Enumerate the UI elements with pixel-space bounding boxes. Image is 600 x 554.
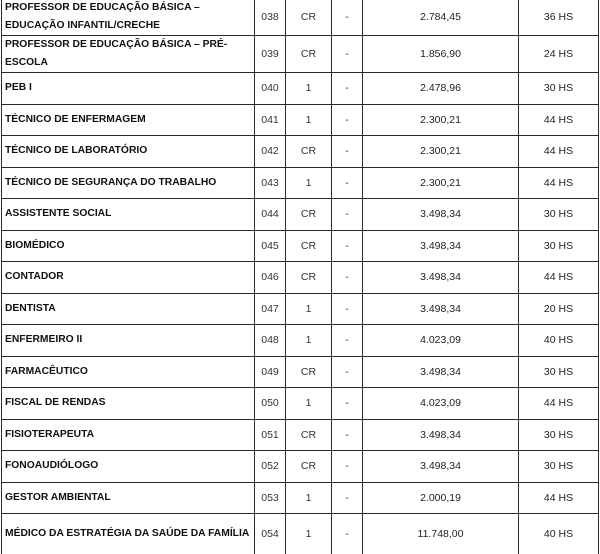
salary-cell: 3.498,34 (363, 230, 519, 262)
workload-cell: 40 HS (519, 325, 599, 357)
workload-cell: 44 HS (519, 388, 599, 420)
job-title-cell: GESTOR AMBIENTAL (2, 482, 255, 514)
pcd-vacancies-cell: - (332, 262, 363, 294)
code-cell: 049 (255, 356, 286, 388)
workload-cell: 44 HS (519, 167, 599, 199)
table-row (2, 419, 599, 451)
table-row (2, 199, 599, 231)
pcd-vacancies-cell: - (332, 325, 363, 357)
vacancies-cell: CR (286, 0, 332, 36)
code-cell: 040 (255, 73, 286, 105)
vacancies-cell: CR (286, 199, 332, 231)
workload-cell: 44 HS (519, 136, 599, 168)
workload-cell: 30 HS (519, 199, 599, 231)
code-cell: 051 (255, 419, 286, 451)
code-cell: 041 (255, 104, 286, 136)
job-title-cell: TÉCNICO DE ENFERMAGEM (2, 104, 255, 136)
salary-cell: 2.000,19 (363, 482, 519, 514)
vacancies-cell: CR (286, 356, 332, 388)
pcd-vacancies-cell: - (332, 514, 363, 554)
salary-cell: 3.498,34 (363, 262, 519, 294)
vacancies-cell: CR (286, 136, 332, 168)
pcd-vacancies-cell: - (332, 419, 363, 451)
table-row (2, 482, 599, 514)
workload-cell: 30 HS (519, 451, 599, 483)
table-row (2, 262, 599, 294)
table-row (2, 230, 599, 262)
vacancies-cell: 1 (286, 514, 332, 554)
positions-table-body (2, 0, 599, 554)
code-cell: 048 (255, 325, 286, 357)
pcd-vacancies-cell: - (332, 136, 363, 168)
vacancies-cell: CR (286, 262, 332, 294)
salary-cell: 3.498,34 (363, 419, 519, 451)
salary-cell: 2.784,45 (363, 0, 519, 36)
vacancies-cell: 1 (286, 73, 332, 105)
code-cell: 053 (255, 482, 286, 514)
vacancies-cell: 1 (286, 388, 332, 420)
pcd-vacancies-cell: - (332, 230, 363, 262)
code-cell: 039 (255, 36, 286, 73)
salary-cell: 2.478,96 (363, 73, 519, 105)
workload-cell: 40 HS (519, 514, 599, 554)
pcd-vacancies-cell: - (332, 482, 363, 514)
salary-cell: 2.300,21 (363, 167, 519, 199)
job-title-cell: ENFERMEIRO II (2, 325, 255, 357)
job-title-cell: FISIOTERAPEUTA (2, 419, 255, 451)
salary-cell: 11.748,00 (363, 514, 519, 554)
table-row (2, 451, 599, 483)
table-row (2, 514, 599, 554)
table-row (2, 36, 599, 73)
salary-cell: 3.498,34 (363, 199, 519, 231)
job-title-cell: MÉDICO DA ESTRATÉGIA DA SAÚDE DA FAMÍLIA (2, 514, 255, 554)
job-title-cell: PROFESSOR DE EDUCAÇÃO BÁSICA – PRÉ-ESCOLA (2, 36, 255, 73)
job-title-cell: CONTADOR (2, 262, 255, 294)
salary-cell: 4.023,09 (363, 388, 519, 420)
code-cell: 045 (255, 230, 286, 262)
salary-cell: 3.498,34 (363, 293, 519, 325)
code-cell: 050 (255, 388, 286, 420)
salary-cell: 3.498,34 (363, 356, 519, 388)
job-title-cell: TÉCNICO DE SEGURANÇA DO TRABALHO (2, 167, 255, 199)
workload-cell: 44 HS (519, 482, 599, 514)
pcd-vacancies-cell: - (332, 36, 363, 73)
vacancies-cell: 1 (286, 167, 332, 199)
code-cell: 046 (255, 262, 286, 294)
pcd-vacancies-cell: - (332, 388, 363, 420)
pcd-vacancies-cell: - (332, 451, 363, 483)
code-cell: 054 (255, 514, 286, 554)
workload-cell: 24 HS (519, 36, 599, 73)
job-title-cell: PEB I (2, 73, 255, 105)
job-title-cell: BIOMÉDICO (2, 230, 255, 262)
job-title-cell: TÉCNICO DE LABORATÓRIO (2, 136, 255, 168)
workload-cell: 36 HS (519, 0, 599, 36)
table-row (2, 0, 599, 36)
pcd-vacancies-cell: - (332, 0, 363, 36)
code-cell: 038 (255, 0, 286, 36)
job-title-cell: FISCAL DE RENDAS (2, 388, 255, 420)
workload-cell: 30 HS (519, 230, 599, 262)
table-row (2, 73, 599, 105)
code-cell: 047 (255, 293, 286, 325)
pcd-vacancies-cell: - (332, 356, 363, 388)
table-row (2, 388, 599, 420)
job-title-cell: PROFESSOR DE EDUCAÇÃO BÁSICA – EDUCAÇÃO INFANTIL/CRECHE (2, 0, 255, 36)
vacancies-cell: CR (286, 36, 332, 73)
workload-cell: 44 HS (519, 262, 599, 294)
table-row (2, 167, 599, 199)
vacancies-cell: CR (286, 451, 332, 483)
workload-cell: 20 HS (519, 293, 599, 325)
table-row (2, 356, 599, 388)
table-row (2, 293, 599, 325)
vacancies-cell: 1 (286, 104, 332, 136)
job-title-cell: ASSISTENTE SOCIAL (2, 199, 255, 231)
code-cell: 052 (255, 451, 286, 483)
pcd-vacancies-cell: - (332, 199, 363, 231)
vacancies-cell: 1 (286, 482, 332, 514)
vacancies-cell: CR (286, 419, 332, 451)
job-title-cell: FONOAUDIÓLOGO (2, 451, 255, 483)
workload-cell: 44 HS (519, 104, 599, 136)
pcd-vacancies-cell: - (332, 104, 363, 136)
code-cell: 044 (255, 199, 286, 231)
pcd-vacancies-cell: - (332, 293, 363, 325)
pcd-vacancies-cell: - (332, 167, 363, 199)
positions-table (1, 0, 599, 554)
table-row (2, 325, 599, 357)
job-title-cell: DENTISTA (2, 293, 255, 325)
vacancies-cell: 1 (286, 325, 332, 357)
table-row (2, 104, 599, 136)
job-title-cell: FARMACÊUTICO (2, 356, 255, 388)
pcd-vacancies-cell: - (332, 73, 363, 105)
workload-cell: 30 HS (519, 356, 599, 388)
table-row (2, 136, 599, 168)
salary-cell: 1.856,90 (363, 36, 519, 73)
workload-cell: 30 HS (519, 419, 599, 451)
salary-cell: 2.300,21 (363, 104, 519, 136)
code-cell: 043 (255, 167, 286, 199)
vacancies-cell: CR (286, 230, 332, 262)
salary-cell: 3.498,34 (363, 451, 519, 483)
salary-cell: 2.300,21 (363, 136, 519, 168)
salary-cell: 4.023,09 (363, 325, 519, 357)
workload-cell: 30 HS (519, 73, 599, 105)
code-cell: 042 (255, 136, 286, 168)
vacancies-cell: 1 (286, 293, 332, 325)
